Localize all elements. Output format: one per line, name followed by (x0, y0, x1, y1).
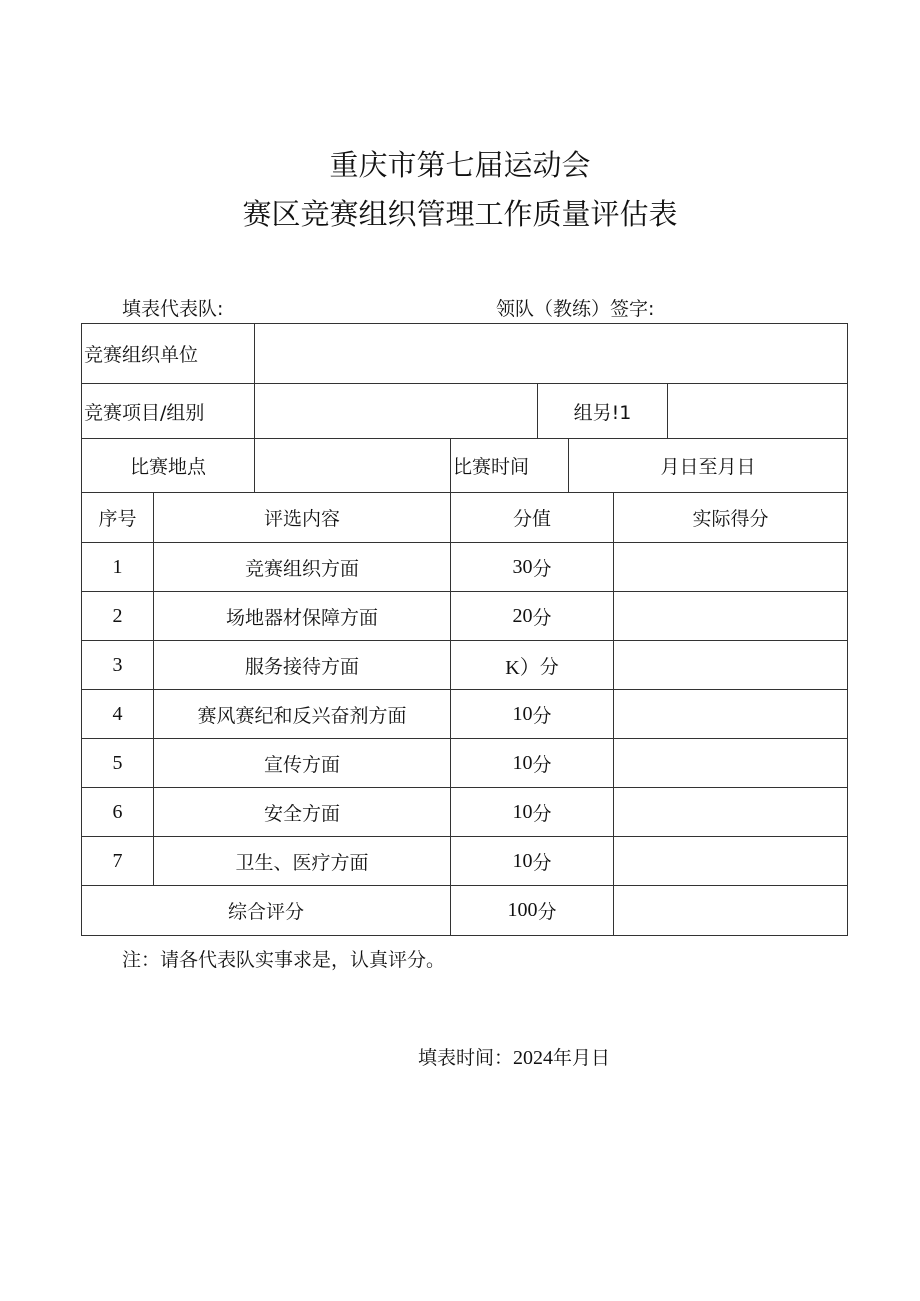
total-score (450, 885, 614, 936)
row-score-value: 10 (512, 849, 533, 872)
row-actual-score-field[interactable] (613, 542, 848, 592)
total-score-unit: 分 (537, 901, 557, 923)
venue-field[interactable] (254, 438, 451, 493)
row-number: 7 (81, 836, 154, 886)
match-time-field[interactable]: 月日至月日 (568, 438, 848, 493)
row-number: 4 (81, 689, 154, 739)
org-unit-field[interactable] (254, 323, 848, 384)
row-number: 1 (81, 542, 154, 592)
row-score-unit: 分 (532, 851, 552, 874)
col-header-content: 评选内容 (153, 492, 451, 543)
row-score-value: 10 (512, 702, 533, 725)
row-content: 安全方面 (153, 787, 451, 837)
event-label: 竞赛项目/组别 (81, 383, 255, 439)
row-score-value: 10 (512, 751, 533, 774)
row-content: 服务接待方面 (153, 640, 451, 690)
row-actual-score-field[interactable] (613, 836, 848, 886)
row-score (450, 836, 614, 886)
group-number-field[interactable] (667, 383, 848, 439)
row-content: 赛风赛纪和反兴奋剂方面 (153, 689, 451, 739)
row-content: 宣传方面 (153, 738, 451, 788)
row-score (450, 787, 614, 837)
event-field[interactable] (254, 383, 538, 439)
row-score-unit: 分 (532, 557, 552, 580)
col-header-actual: 实际得分 (613, 492, 848, 543)
row-score-unit: 分 (539, 655, 559, 678)
fill-date (418, 1043, 610, 1070)
row-score-unit: 分 (532, 704, 552, 727)
total-score-value: 100 (507, 899, 538, 921)
row-score (450, 542, 614, 592)
col-header-score: 分值 (450, 492, 614, 543)
row-number: 3 (81, 640, 154, 690)
row-actual-score-field[interactable] (613, 591, 848, 641)
row-actual-score-field[interactable] (613, 640, 848, 690)
row-score-unit: 分 (532, 802, 552, 825)
col-header-no: 序号 (81, 492, 154, 543)
row-score-value: 30 (512, 555, 533, 578)
fill-date-year: 2024 (513, 1047, 554, 1069)
page-subtitle: 赛区竞赛组织管理工作质量评估表 (242, 197, 678, 231)
row-content: 卫生、医疗方面 (153, 836, 451, 886)
row-content: 场地器材保障方面 (153, 591, 451, 641)
row-content: 竞赛组织方面 (153, 542, 451, 592)
row-number: 2 (81, 591, 154, 641)
page-title: 重庆市第七届运动会 (329, 148, 591, 182)
row-actual-score-field[interactable] (613, 738, 848, 788)
row-score-value: 10 (512, 800, 533, 823)
team-label: 填表代表队: (122, 298, 224, 320)
fill-date-rest: 年月日 (553, 1047, 611, 1069)
org-unit-label: 竞赛组织单位 (81, 323, 255, 384)
row-number: 6 (81, 787, 154, 837)
fill-date-label: 填表时间： (418, 1047, 514, 1069)
row-score (450, 640, 614, 690)
row-score (450, 591, 614, 641)
row-score-value: K） (505, 656, 540, 679)
row-score-value: 20 (512, 604, 533, 627)
total-label: 综合评分 (81, 885, 451, 936)
row-number: 5 (81, 738, 154, 788)
leader-signature-label: 领队（教练）签字: (496, 298, 655, 320)
venue-label: 比赛地点 (81, 438, 255, 493)
group-number-label: 组另!1 (537, 383, 668, 439)
match-time-label: 比赛时间 (450, 438, 569, 493)
row-score-unit: 分 (532, 606, 552, 629)
row-score (450, 689, 614, 739)
row-score (450, 738, 614, 788)
row-actual-score-field[interactable] (613, 689, 848, 739)
row-score-unit: 分 (532, 753, 552, 776)
footnote: 注：请各代表队实事求是，认真评分。 (122, 949, 446, 971)
row-actual-score-field[interactable] (613, 787, 848, 837)
total-actual-score-field[interactable] (613, 885, 848, 936)
